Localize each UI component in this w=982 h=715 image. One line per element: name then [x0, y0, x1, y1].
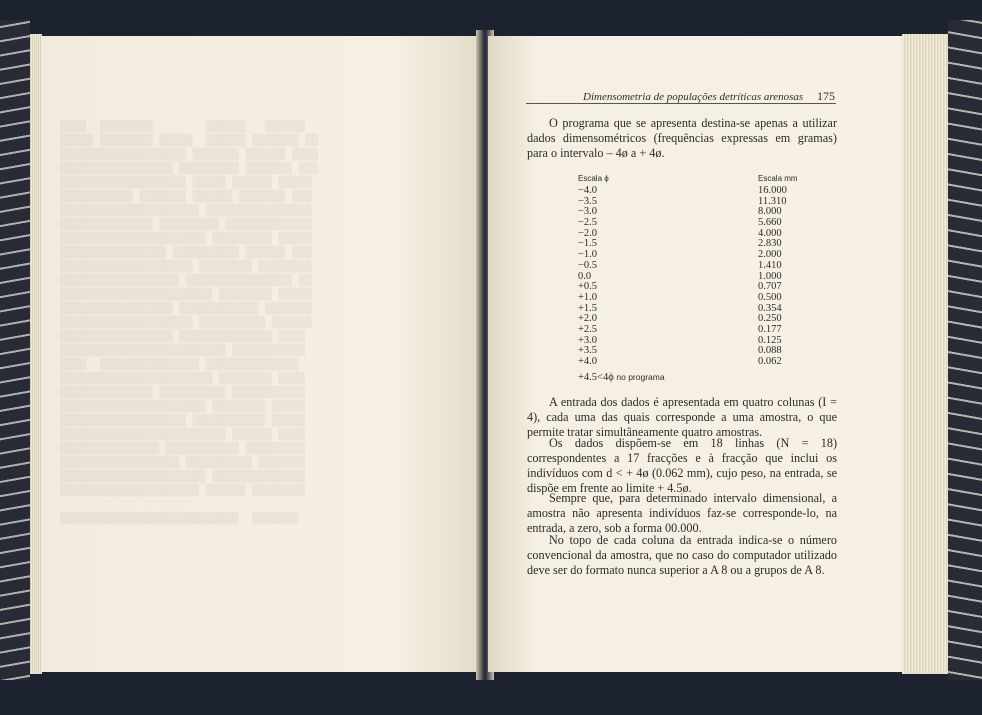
body-paragraph-2: Os dados dispõem-se em 18 linhas (N = 18) correspondentes a 17 fracções e à fracção que inclui os indivíduos com d < + 4ø (0.062 mm), cujo peso, na entrada, se dispõe em frente ao limite + 4.5ø. [527, 436, 837, 495]
table-row [573, 357, 823, 368]
table-row [573, 272, 823, 283]
table-row [573, 325, 823, 336]
phi-value: −3.5 [578, 195, 598, 207]
table-row [573, 346, 823, 357]
mm-value: 1.410 [758, 259, 782, 271]
table-row [573, 207, 823, 218]
mm-value: 2.830 [758, 238, 782, 250]
phi-value: +0.5 [578, 281, 598, 293]
mm-value: 2.000 [758, 249, 782, 261]
phi-value: 0.0 [578, 270, 592, 282]
phi-value: +1.5 [578, 302, 598, 314]
table-row [573, 218, 823, 229]
table-row [573, 314, 823, 325]
mm-value: 16.000 [758, 185, 787, 196]
mm-value: 0.250 [758, 313, 782, 325]
phi-value: −2.5 [578, 217, 598, 229]
body-paragraph-4: No topo de cada coluna da entrada indica-se o número convencional da amostra, que no caso do computador utilizado deve ser do formato nunca superior a A 8 ou a grupos de A 8. [527, 533, 837, 577]
phi-mm-scale-table [573, 174, 823, 383]
table-row [573, 282, 823, 293]
phi-value: −1.0 [578, 249, 598, 261]
intro-paragraph: O programa que se apresenta destina-se apenas a utilizar dados dimensométricos (frequências expressas em gramas) para o intervalo – 4ø a + 4ø. [527, 116, 837, 160]
page-number: 175 [817, 89, 835, 103]
phi-value: −0.5 [578, 259, 598, 271]
header-mm-scale: Escala mm [758, 174, 798, 183]
mm-value: 5.660 [758, 217, 782, 229]
last-table-row [578, 372, 665, 383]
header-rule [526, 103, 836, 104]
table-row [573, 336, 823, 347]
mm-value: 0.500 [758, 291, 782, 303]
page-stack-left [30, 34, 42, 674]
last-row-value: +4.5<4ϕ [578, 372, 614, 383]
table-row [573, 304, 823, 315]
cover-edge-left [0, 20, 30, 680]
mm-value: 11.310 [758, 195, 787, 207]
phi-value: +4.0 [578, 356, 598, 367]
phi-value: +3.0 [578, 334, 598, 346]
phi-value: −1.5 [578, 238, 598, 250]
table-row [573, 229, 823, 240]
mm-value: 0.062 [758, 356, 782, 367]
table-row [573, 293, 823, 304]
phi-value: −3.0 [578, 206, 598, 218]
phi-value: +2.0 [578, 313, 598, 325]
phi-value: +2.5 [578, 323, 598, 335]
phi-value: +1.0 [578, 291, 598, 303]
mm-value: 8.000 [758, 206, 782, 218]
table-row [573, 197, 823, 208]
table-row [573, 261, 823, 272]
mm-value: 0.088 [758, 345, 782, 357]
phi-value: −2.0 [578, 227, 598, 239]
phi-value: +3.5 [578, 345, 598, 357]
page-stack-right [902, 34, 948, 674]
mm-value: 0.707 [758, 281, 782, 293]
mm-value: 0.125 [758, 334, 782, 346]
phi-value: −4.0 [578, 185, 598, 196]
body-paragraph-1: A entrada dos dados é apresentada em quatro colunas (I = 4), cada uma das quais corresponde a uma amostra, o que permite tratar simultâneamente quatro amostras. [527, 395, 837, 439]
left-page-bleed-through: ▒▒▒▒ ▒▒▒▒▒▒▒▒ ▒▒▒▒▒▒ ▒▒▒▒▒▒ ▒▒▒▒▒ ▒▒▒▒▒▒▒▒ ▒▒▒▒▒ ▒▒▒▒▒▒ ▒▒▒▒▒▒▒ ▒▒ ▒▒▒▒▒▒▒▒▒▒▒▒▒▒▒▒▒▒▒ ▒▒▒▒▒▒▒ ▒▒▒▒▒▒ ▒▒▒▒ ▒▒▒▒▒▒▒▒▒▒▒▒▒▒▒▒▒ ▒▒▒▒▒▒▒▒▒ ▒▒▒▒▒▒▒ ▒▒▒ ▒▒▒▒▒▒▒▒▒▒▒▒▒▒▒▒▒▒▒ ▒▒▒▒▒ ▒▒▒▒▒▒ ▒▒▒▒▒ ▒▒▒▒▒▒▒▒▒▒▒ ▒▒▒▒▒▒▒ ▒▒▒▒▒▒ ▒▒▒▒▒▒▒ ▒▒▒ ▒▒▒▒▒▒▒▒▒▒▒▒▒▒▒▒▒▒▒▒▒ ▒▒▒▒▒▒▒▒▒▒▒▒▒▒▒▒ ▒▒▒▒▒▒▒▒▒▒▒▒▒▒ ▒▒▒▒▒▒▒▒▒ ▒▒▒▒▒▒▒▒▒▒▒▒▒ ▒▒▒▒▒▒▒▒▒▒▒▒▒▒▒▒▒▒▒▒▒▒ ▒▒▒▒▒▒▒▒▒ ▒▒▒▒▒ ▒▒▒▒▒▒▒▒▒▒▒▒▒▒▒▒ ▒▒▒▒▒▒▒▒▒▒ ▒▒▒▒▒▒ ▒▒▒ ▒▒▒▒▒▒▒▒▒▒▒▒▒▒▒▒▒▒▒▒ ▒▒▒▒▒▒▒▒ ▒▒▒▒▒▒▒▒ ▒▒▒▒▒▒▒▒▒▒▒▒▒▒▒▒▒▒ ▒▒▒▒▒▒▒▒▒▒▒▒▒▒▒▒ ▒▒ ▒▒▒▒▒▒▒▒▒▒▒▒▒▒▒▒▒▒▒▒▒▒▒ ▒▒▒▒▒▒▒▒ ▒▒▒▒▒ ▒▒▒▒▒▒▒▒▒▒▒▒▒▒▒▒▒ ▒▒▒▒▒▒▒▒▒▒▒▒ ▒▒▒▒▒▒▒ ▒▒▒▒▒▒▒▒▒▒▒▒▒▒▒▒▒▒▒▒ ▒▒▒▒▒▒▒▒▒▒ ▒▒▒▒▒▒ ▒▒▒▒▒▒▒▒▒▒▒▒▒▒▒▒▒ ▒▒▒▒▒▒▒▒▒▒▒▒▒▒ ▒▒▒▒ ▒▒▒▒▒▒▒▒▒▒▒▒▒▒▒▒▒▒▒▒▒▒▒▒▒ ▒▒▒▒▒▒▒▒▒▒▒ ▒▒▒▒ ▒▒▒▒▒▒▒▒▒▒▒▒▒▒▒ ▒▒▒▒▒▒▒▒▒▒▒▒▒▒ ▒▒▒▒▒▒▒▒▒▒▒▒▒▒▒▒▒▒▒▒▒▒▒ ▒▒▒▒▒▒▒▒ ▒▒▒▒ ▒▒▒▒▒▒▒▒▒▒▒▒▒▒ ▒▒▒▒▒▒▒▒▒▒ ▒▒▒▒▒▒▒▒▒▒▒ ▒▒▒▒▒▒▒▒▒▒▒▒▒▒▒▒▒▒▒▒▒▒ ▒▒▒▒▒▒▒▒ ▒▒▒▒▒ ▒▒▒▒▒▒▒▒▒▒▒▒▒▒▒▒▒▒▒ ▒▒▒▒▒▒▒▒▒▒▒ ▒▒▒▒▒ ▒▒▒▒▒▒▒▒▒▒▒▒▒▒▒▒▒▒▒▒▒▒▒▒▒ ▒▒▒▒▒▒ ▒▒▒▒ ▒▒▒▒▒▒▒▒▒▒▒▒▒▒▒ ▒▒▒▒▒▒▒▒▒▒▒ ▒▒▒▒▒▒▒▒▒ ▒▒▒▒▒▒▒▒▒▒▒▒▒▒▒▒▒▒ ▒▒▒▒▒▒▒▒▒▒ ▒▒▒▒▒▒▒ ▒▒▒▒▒▒▒▒▒▒▒▒▒▒▒▒▒▒▒▒▒▒ ▒▒▒▒▒▒▒▒▒▒▒▒▒▒ ▒▒▒▒▒▒▒▒▒▒▒▒▒▒▒▒▒▒▒▒▒ ▒▒▒▒▒▒ ▒▒▒▒▒▒▒▒ ▒▒▒▒▒▒▒▒▒▒▒▒▒▒▒▒▒▒▒▒▒▒▒▒▒▒▒ ▒▒▒▒▒▒▒ [60, 120, 319, 525]
table-row [573, 250, 823, 261]
mm-value: 0.354 [758, 302, 782, 314]
cover-edge-right [948, 20, 982, 680]
running-head: Dimensometria de populações detríticas arenosas [583, 91, 804, 103]
mm-value: 1.000 [758, 270, 782, 282]
body-paragraph-3: Sempre que, para determinado intervalo dimensional, a amostra não apresenta indivíduos faz-se corresponde-lo, na entrada, a zero, sob a forma 00.000. [527, 491, 837, 535]
table-row [573, 239, 823, 250]
header-phi-scale: Escala ϕ [578, 174, 609, 183]
last-row-note: no programa [616, 372, 665, 382]
mm-value: 4.000 [758, 227, 782, 239]
mm-value: 0.177 [758, 323, 782, 335]
